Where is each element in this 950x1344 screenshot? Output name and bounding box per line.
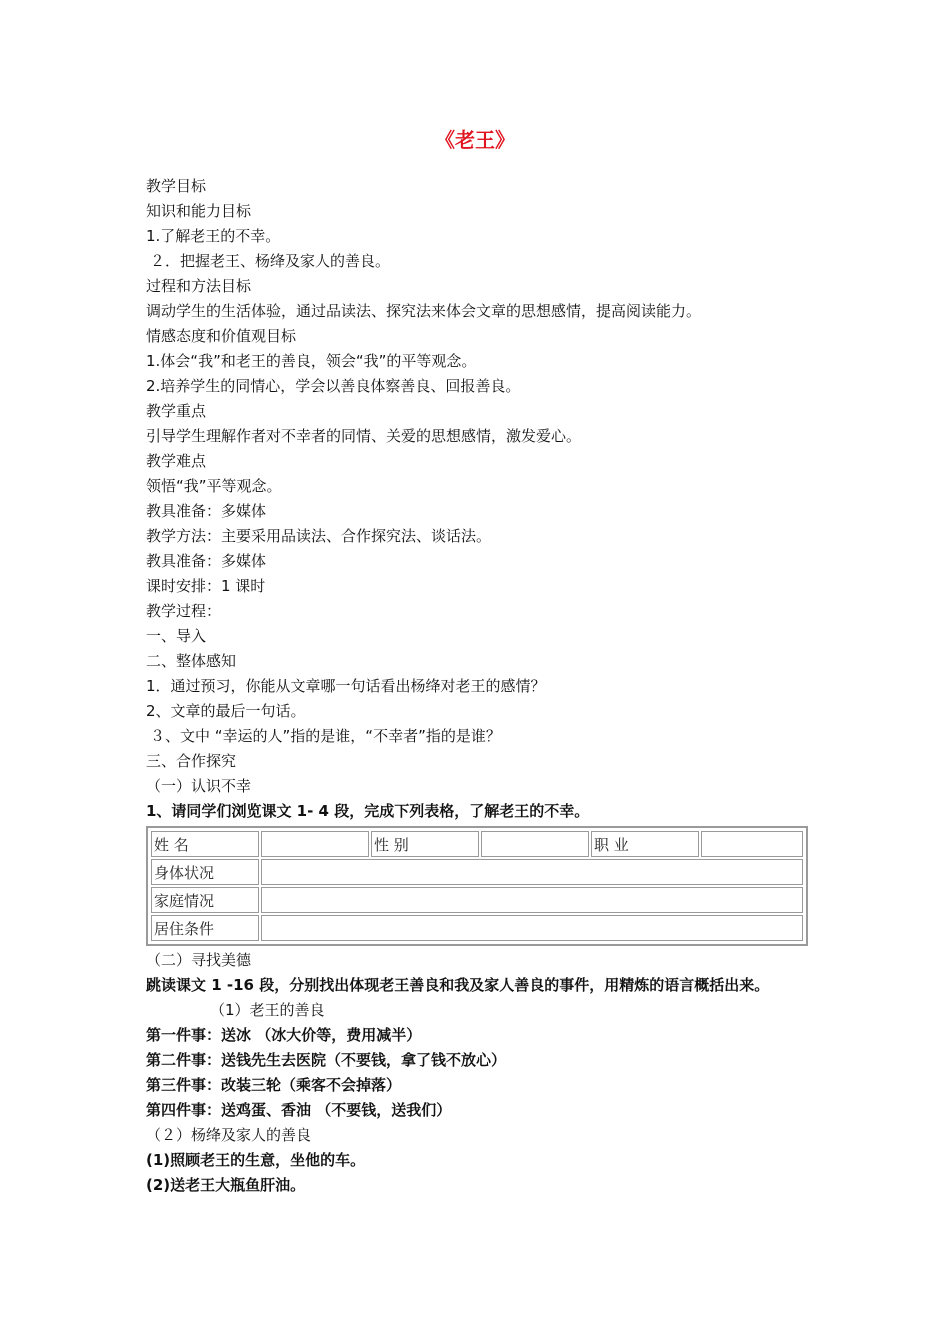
event-line: 第三件事：改装三轮（乘客不会掉落） <box>146 1076 402 1094</box>
heading-knowledge-goals: 知识和能力目标 <box>146 202 252 220</box>
heading-difficult-points: 教学难点 <box>146 452 207 470</box>
subsection-heading: （一）认识不幸 <box>146 777 252 795</box>
event-line: 第一件事：送冰 （冰大价等，费用减半） <box>146 1026 422 1044</box>
table-cell-family-label: 家庭情况 <box>151 887 259 913</box>
heading-emotion-goals: 情感态度和价值观目标 <box>146 327 297 345</box>
document-body <box>146 174 816 1198</box>
text-line: ２．把握老王、杨绛及家人的善良。 <box>150 252 391 270</box>
heading-process-goals: 过程和方法目标 <box>146 277 252 295</box>
table-row <box>151 859 803 885</box>
text-line: 调动学生的生活体验，通过品读法、探究法来体会文章的思想感情，提高阅读能力。 <box>146 302 702 320</box>
heading-key-points: 教学重点 <box>146 402 207 420</box>
section2-instruction: 跳读课文 1 -16 段，分别找出体现老王善良和我及家人善良的事件，用精炼的语言概括出来。 <box>146 976 770 994</box>
text-line: 教具准备：多媒体 <box>146 552 267 570</box>
table-cell-gender-value <box>481 831 589 857</box>
question-line: 2、文章的最后一句话。 <box>146 702 306 720</box>
subsection-heading: （1）老王的善良 <box>210 1001 325 1019</box>
section-heading: 二、整体感知 <box>146 652 237 670</box>
table-cell-housing-value <box>261 915 803 941</box>
event-line: 第二件事：送钱先生去医院（不要钱，拿了钱不放心） <box>146 1051 507 1069</box>
text-line: 课时安排：1 课时 <box>146 577 266 595</box>
table-row <box>151 887 803 913</box>
table-row <box>151 915 803 941</box>
text-line: 领悟“我”平等观念。 <box>146 477 282 495</box>
subsection-heading: （２）杨绛及家人的善良 <box>146 1126 312 1144</box>
text-line: 教学方法：主要采用品读法、合作探究法、谈话法。 <box>146 527 492 545</box>
family-kindness-line: (2)送老王大瓶鱼肝油。 <box>146 1176 306 1194</box>
subsection-heading: （二）寻找美德 <box>146 951 252 969</box>
table-instruction: 1、请同学们浏览课文 1- 4 段，完成下列表格，了解老王的不幸。 <box>146 802 590 820</box>
text-line: 教具准备：多媒体 <box>146 502 267 520</box>
table-cell-family-value <box>261 887 803 913</box>
family-kindness-line: (1)照顾老王的生意，坐他的车。 <box>146 1151 366 1169</box>
table-cell-health-value <box>261 859 803 885</box>
misfortune-table <box>146 826 808 946</box>
heading-teaching-goals: 教学目标 <box>146 177 207 195</box>
table-row <box>151 831 803 857</box>
text-line: 1.了解老王的不幸。 <box>146 227 281 245</box>
document-title: 《老王》 <box>435 128 515 152</box>
section-heading: 一、导入 <box>146 627 207 645</box>
heading-teaching-process: 教学过程： <box>146 602 222 620</box>
text-line: 引导学生理解作者对不幸者的同情、关爱的思想感情，激发爱心。 <box>146 427 582 445</box>
table-cell-gender-label: 性 别 <box>371 831 479 857</box>
question-line: ３、文中 “幸运的人”指的是谁，“不幸者”指的是谁？ <box>150 727 501 745</box>
question-line: 1．通过预习，你能从文章哪一句话看出杨绛对老王的感情？ <box>146 677 546 695</box>
table-cell-job-value <box>701 831 803 857</box>
table-cell-housing-label: 居住条件 <box>151 915 259 941</box>
table-cell-name-label: 姓 名 <box>151 831 259 857</box>
text-line: 2.培养学生的同情心，学会以善良体察善良、回报善良。 <box>146 377 521 395</box>
table-cell-health-label: 身体状况 <box>151 859 259 885</box>
text-line: 1.体会“我”和老王的善良，领会“我”的平等观念。 <box>146 352 477 370</box>
table-cell-name-value <box>261 831 369 857</box>
event-line: 第四件事：送鸡蛋、香油 （不要钱，送我们） <box>146 1101 452 1119</box>
section-heading: 三、合作探究 <box>146 752 237 770</box>
table-cell-job-label: 职 业 <box>591 831 699 857</box>
